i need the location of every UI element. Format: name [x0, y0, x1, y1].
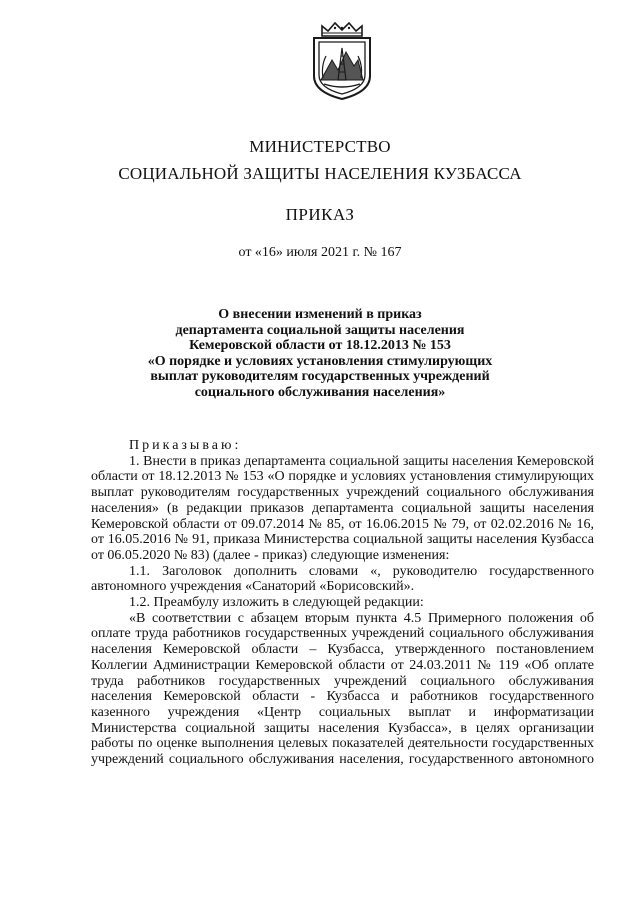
subject-line: О внесении изменений в приказ [218, 307, 422, 322]
ministry-name-line-2: СОЦИАЛЬНОЙ ЗАЩИТЫ НАСЕЛЕНИЯ КУЗБАССА [118, 164, 522, 183]
subject-line: «О порядке и условиях установления стимулирующих [147, 353, 493, 369]
order-date-number: от «16» июля 2021 г. № 167 [238, 245, 402, 260]
subject-line: выплат руководителям государственных учреждений [150, 369, 490, 385]
preamble-quote-paragraph: «В соответствии с абзацем вторым пункта 4.5 Примерного положения об оплате труда работников государственных учреждений социального обслуживания населения Кемеровской области – Кузбасса, утвержденного постановлением Коллегии Администрации Кемеровской области от 24.03.2011 № 119 «Об оплате труда работников государственных учреждений социального обслуживания населения Кемеровской области - Кузбасса и работников государственного казенного учреждения «Центр социальных выплат и информатизации Министерства социальной защиты населения Кузбасса», в целях организации работы по оценке выполнения целевых показателей деятельности государственных учреждений социального обслуживания населения, государственного автономного [91, 610, 594, 768]
document-title: ПРИКАЗ [285, 205, 355, 224]
item-1-1-paragraph: 1.1. Заголовок дополнить словами «, руководителю государственного автономного учреждения «Санаторий «Борисовский». [91, 563, 594, 595]
item-1-paragraph: 1. Внести в приказ департамента социальной защиты населения Кемеровской области от 18.12.2013 № 153 «О порядке и условиях установления стимулирующих выплат руководителям государственных учреждений социального обслуживания населения» (в редакции приказов департамента социальной защиты населения Кемеровской области от 09.07.2014 № 85, от 16.06.2015 № 79, от 02.02.2016 № 16, от 16.05.2016 № 91, приказа Министерства социальной защиты населения Кузбасса от 06.05.2020 № 83) (далее - приказ) следующие изменения: [91, 453, 594, 563]
order-body [91, 438, 594, 768]
subject-line: департамента социальной защиты населения [175, 322, 465, 338]
subject-line: социального обслуживания населения» [194, 384, 446, 400]
subject-line: Кемеровской области от 18.12.2013 № 153 [189, 338, 451, 354]
ministry-name-line-1: МИНИСТЕРСТВО [249, 137, 391, 156]
item-1-2-paragraph: 1.2. Преамбулу изложить в следующей редакции: [129, 595, 424, 611]
orders-heading: Приказываю: [129, 438, 242, 453]
order-subject [90, 307, 550, 401]
coat-of-arms-icon [308, 22, 376, 100]
